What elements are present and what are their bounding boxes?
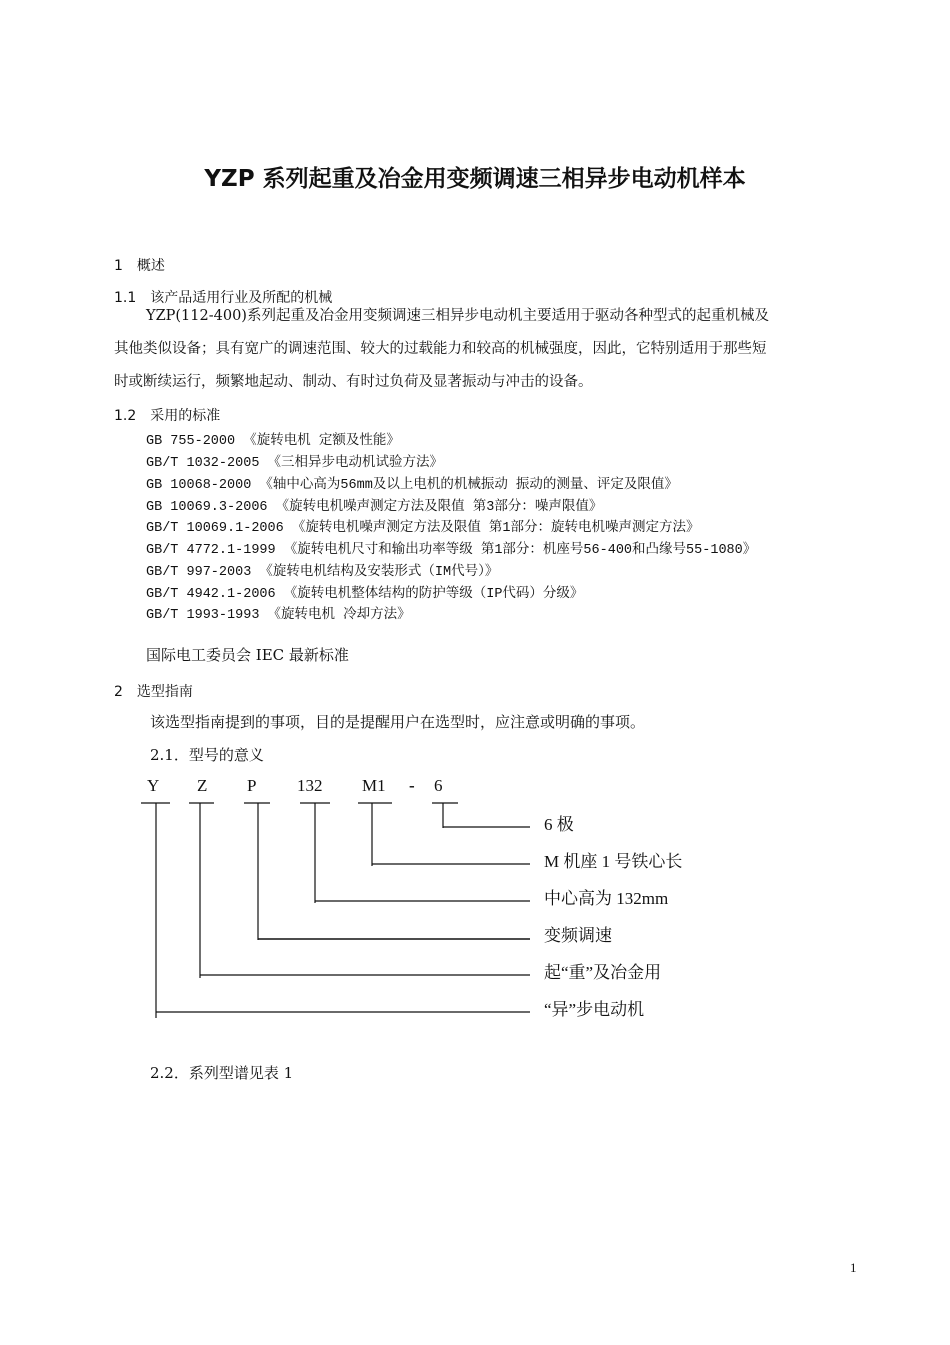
section-2-heading: 2 选型指南 <box>114 684 193 700</box>
standard-item: GB 755-2000 《旋转电机 定额及性能》 <box>146 434 400 449</box>
page-number: 1 <box>850 1260 857 1275</box>
model-code-poles: 6 <box>434 776 443 795</box>
document-title: YZP 系列起重及冶金用变频调速三相异步电动机样本 <box>204 166 746 192</box>
meaning-asynchronous-motor: “异”步电动机 <box>544 1000 645 1019</box>
standard-item: GB 10068-2000 《轴中心高为56mm及以上电机的机械振动 振动的测量、评定及限值》 <box>146 478 678 493</box>
meaning-core-length: M 机座 1 号铁心长 <box>544 852 683 871</box>
model-code-frame-height: 132 <box>297 776 323 795</box>
standard-item: GB/T 10069.1-2006 《旋转电机噪声测定方法及限值 第1部分：旋转电机噪声测定方法》 <box>146 521 700 536</box>
standard-item: GB/T 1032-2005 《三相异步电动机试验方法》 <box>146 456 444 471</box>
standard-item: GB/T 997-2003 《旋转电机结构及安装形式（IM代号）》 <box>146 565 499 580</box>
model-code-core-length: M1 <box>362 776 386 795</box>
section-2-1-heading: 2.1．型号的意义 <box>150 746 264 764</box>
meaning-poles: 6 极 <box>544 815 574 834</box>
section-1-heading: 1 概述 <box>114 258 165 274</box>
section-2-2-heading: 2.2．系列型谱见表 1 <box>150 1064 294 1082</box>
meaning-center-height: 中心高为 132mm <box>544 889 669 908</box>
model-code-y: Y <box>147 776 160 795</box>
section-1-2-heading: 1.2 采用的标准 <box>114 408 221 424</box>
iec-standard: 国际电工委员会 IEC 最新标准 <box>146 646 349 664</box>
model-code-p: P <box>247 776 257 795</box>
meaning-crane-metallurgy: 起“重”及冶金用 <box>544 963 662 982</box>
model-code-z: Z <box>197 776 208 795</box>
selection-intro: 该选型指南提到的事项，目的是提醒用户在选型时，应注意或明确的事项。 <box>150 713 646 731</box>
model-code-dash: - <box>409 776 415 795</box>
paragraph-line-3: 时或断续运行，频繁地起动、制动、有时过负荷及显著振动与冲击的设备。 <box>114 374 593 390</box>
standard-item: GB/T 4772.1-1999 《旋转电机尺寸和输出功率等级 第1部分：机座号56-400和凸缘号55-1080》 <box>146 543 757 558</box>
standard-item: GB 10069.3-2006 《旋转电机噪声测定方法及限值 第3部分：噪声限值》 <box>146 500 603 515</box>
meaning-variable-frequency: 变频调速 <box>544 926 612 945</box>
section-1-1-heading: 1.1 该产品适用行业及所配的机械 <box>114 290 333 306</box>
paragraph-line-1: YZP(112-400)系列起重及冶金用变频调速三相异步电动机主要适用于驱动各种型式的起重机械及 <box>146 308 769 324</box>
standard-item: GB/T 1993-1993 《旋转电机 冷却方法》 <box>146 608 411 623</box>
paragraph-line-2: 其他类似设备；具有宽广的调速范围、较大的过载能力和较高的机械强度，因此，它特别适用于那些短 <box>114 341 767 357</box>
standard-item: GB/T 4942.1-2006 《旋转电机整体结构的防护等级（IP代码）分级》 <box>146 587 584 602</box>
